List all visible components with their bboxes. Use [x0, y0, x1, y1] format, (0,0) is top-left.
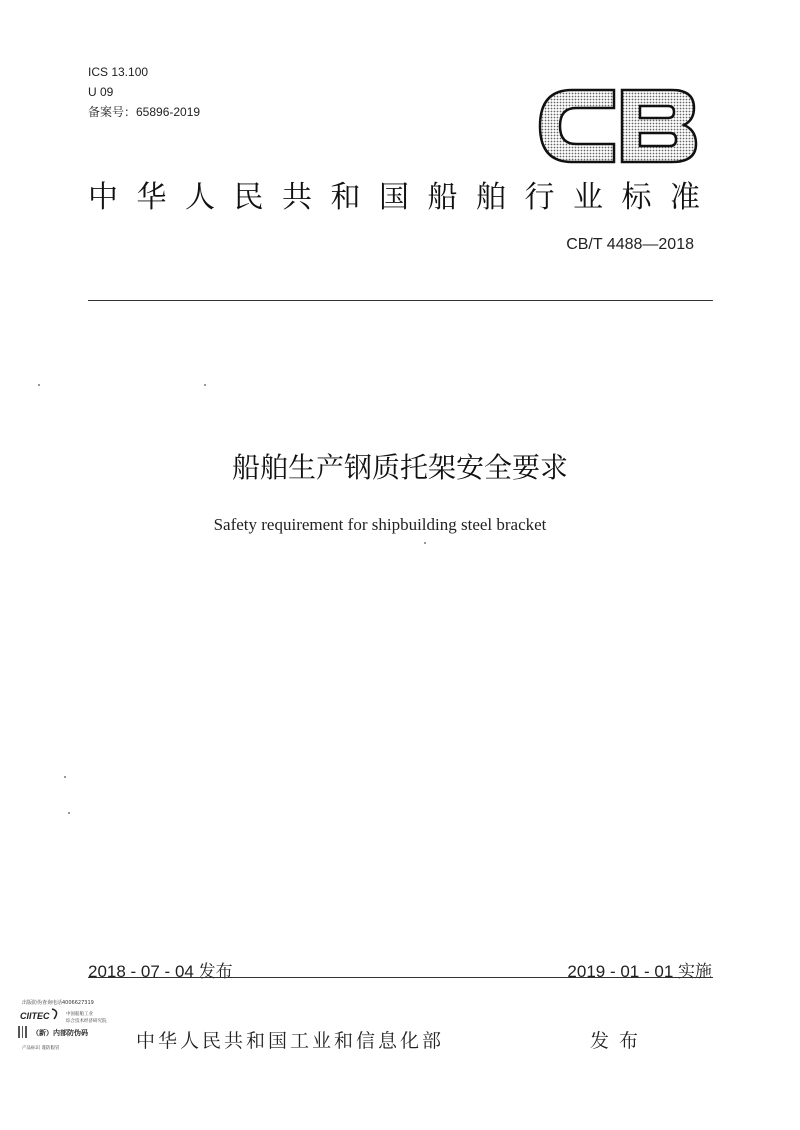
- title-char: 民: [233, 180, 264, 215]
- title-char: 共: [282, 180, 312, 215]
- title-char: 人: [185, 180, 215, 215]
- document-title-cn: 船舶生产钢质托架安全要求: [231, 451, 568, 484]
- ics-code: ICS 13.100: [88, 65, 149, 79]
- top-divider: [88, 300, 713, 301]
- issue-label: 发布: [590, 1030, 649, 1052]
- scan-speck: [204, 384, 206, 386]
- effective-date: 2019 - 01 - 01 实施: [567, 962, 712, 981]
- record-number: 备案号：65896-2019: [88, 105, 201, 119]
- publish-date: 2018 - 07 - 04 发布: [88, 962, 233, 981]
- classification-code: U 09: [88, 85, 114, 99]
- title-char: 准: [670, 180, 700, 215]
- title-char: 国: [379, 180, 409, 215]
- title-char: 业: [573, 180, 603, 215]
- stamp-line: 出版防伪查询电话4006627319: [22, 1000, 94, 1006]
- stamp-line: 产品标识 谨防假冒: [22, 1046, 60, 1051]
- document-meta: [88, 62, 200, 122]
- standard-category-title: [88, 172, 700, 216]
- stamp-line: 综合技术经济研究院: [66, 1019, 107, 1024]
- document-title-en: Safety requirement for shipbuilding steel bracket: [213, 515, 547, 534]
- cb-standard-logo: [538, 86, 698, 166]
- title-char: 行: [524, 180, 555, 215]
- scan-speck: [38, 384, 40, 386]
- issuing-authority: 中华人民共和国工业和信息化部: [136, 1030, 445, 1052]
- stamp-line: CIITEC: [20, 1011, 50, 1021]
- bottom-divider: [88, 977, 713, 978]
- anti-counterfeit-stamp-icon: [14, 995, 124, 1057]
- title-char: 标: [621, 180, 652, 215]
- standard-number: CB/T 4488—2018: [566, 236, 694, 253]
- scan-speck: [424, 542, 426, 544]
- scan-speck: [64, 776, 66, 778]
- title-char: 中: [88, 180, 118, 215]
- title-char: 华: [136, 180, 167, 215]
- stamp-line: （新）内部防伪码: [32, 1029, 88, 1037]
- title-char: 舶: [476, 180, 506, 215]
- title-char: 和: [330, 180, 361, 215]
- stamp-line: 中国船舶工业: [66, 1012, 93, 1017]
- scan-speck: [68, 812, 70, 814]
- title-char: 船: [427, 180, 458, 215]
